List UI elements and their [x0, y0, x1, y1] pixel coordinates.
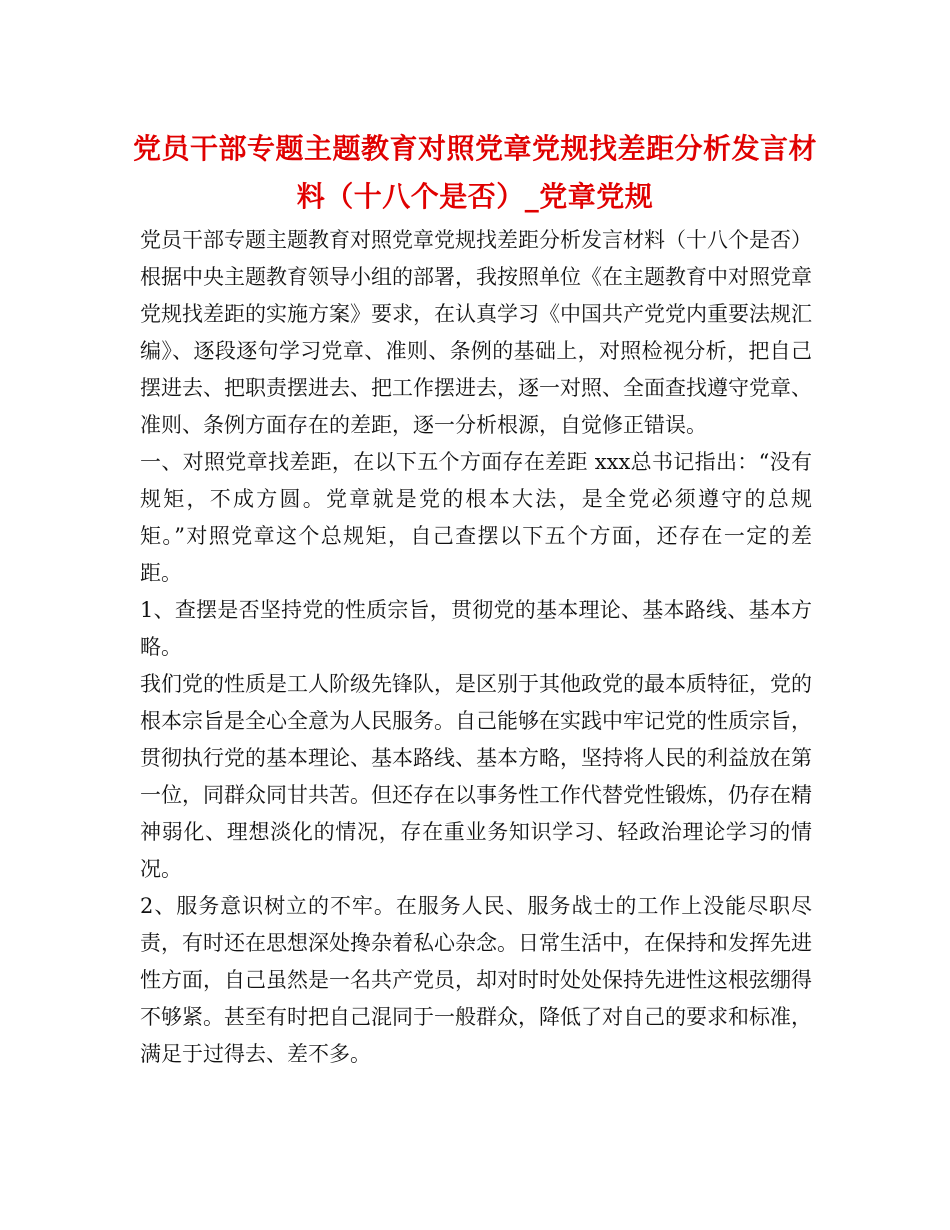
paragraph-item-1: 1、查摆是否坚持党的性质宗旨，贯彻党的基本理论、基本路线、基本方略。 [140, 598, 812, 659]
paragraph-item-1-detail: 我们党的性质是工人阶级先锋队，是区别于其他政党的最本质特征，党的根本宗旨是全心全意为人民服务。自己能够在实践中牢记党的性质宗旨，贯彻执行党的基本理论、基本路线、基本方略，坚持将人民的利益放在第一位，同群众同甘共苦。但还存在以事务性工作代替党性锻炼，仍存在精神弱化、理想淡化的情况，存在重业务知识学习、轻政治理论学习的情况。 [140, 672, 812, 881]
document-title: 党员干部专题主题教育对照党章党规找差距分析发言材料（十八个是否）_党章党规 [132, 132, 817, 213]
document-body [140, 222, 812, 1073]
paragraph-item-2: 2、服务意识树立的不牢。在服务人民、服务战士的工作上没能尽职尽责，有时还在思想深处搀杂着私心杂念。日常生活中，在保持和发挥先进性方面，自己虽然是一名共产党员，却对时时处处保持先进性这根弦绷得不够紧。甚至有时把自己混同于一般群众，降低了对自己的要求和标准，满足于过得去、差不多。 [140, 894, 812, 1066]
paragraph-section-1: 一、对照党章找差距，在以下五个方面存在差距 xxx总书记指出：“没有规矩，不成方圆。党章就是党的根本大法，是全党必须遵守的总规矩。”对照党章这个总规矩，自己查摆以下五个方面，还存在一定的差距。 [140, 450, 812, 585]
paragraph-intro: 党员干部专题主题教育对照党章党规找差距分析发言材料（十八个是否） 根据中央主题教育领导小组的部署，我按照单位《在主题教育中对照党章党规找差距的实施方案》要求，在认真学习《中国共产党党内重要法规汇编》、逐段逐句学习党章、准则、条例的基础上，对照检视分析，把自己摆进去、把职责摆进去、把工作摆进去，逐一对照、全面查找遵守党章、准则、条例方面存在的差距，逐一分析根源，自觉修正错误。 [140, 228, 812, 437]
